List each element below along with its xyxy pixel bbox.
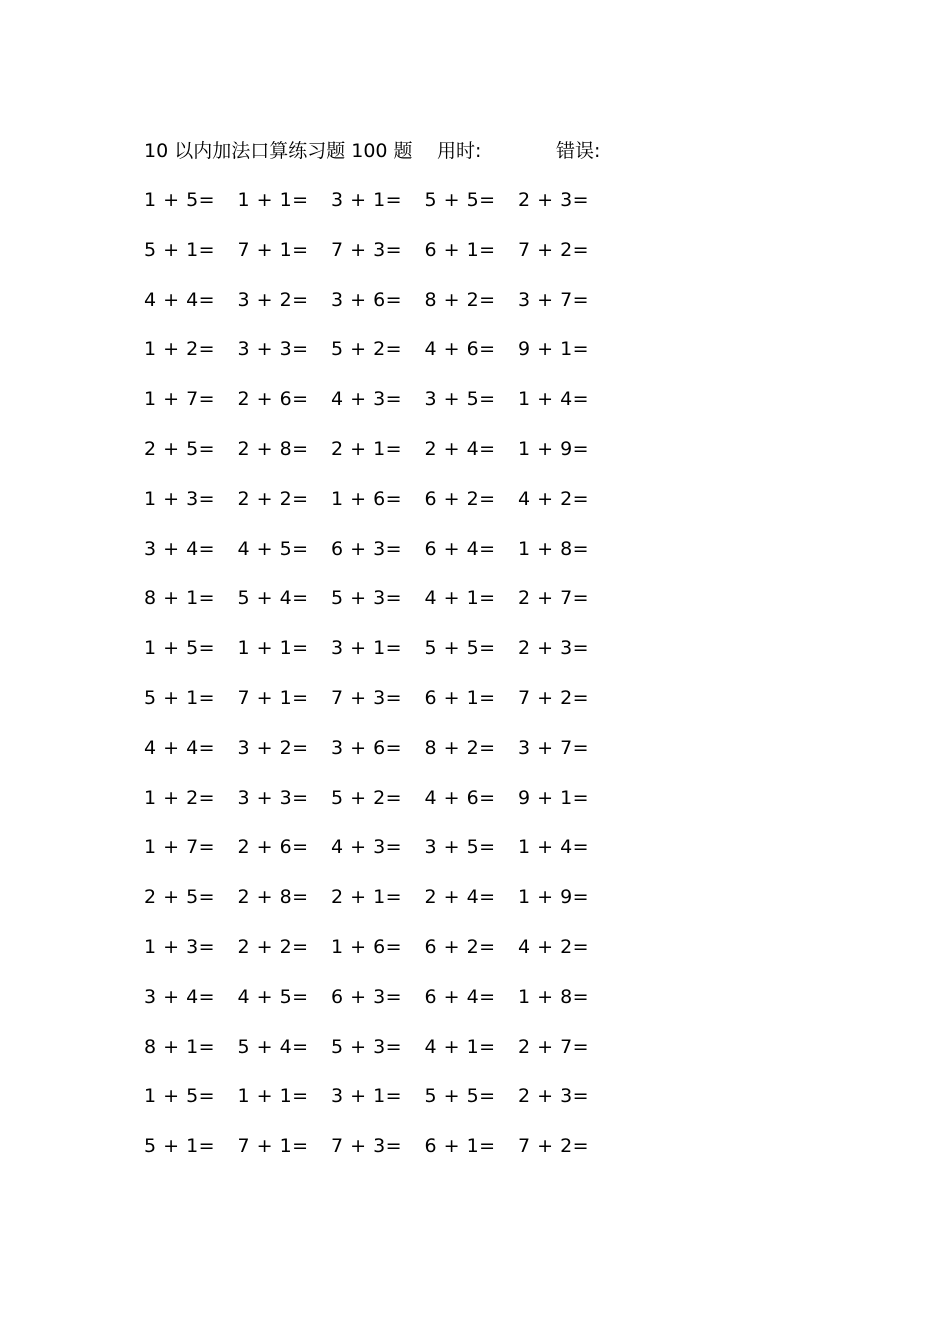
errors-label: 错误: [556,140,601,162]
problem-row [144,285,624,335]
problem-cell: 2 + 5= [144,437,216,460]
problem-cell: 5 + 1= [144,686,216,709]
problem-cell: 3 + 2= [237,288,309,311]
problem-cell: 1 + 2= [144,338,216,361]
problem-cell: 3 + 6= [331,288,403,311]
problem-cell: 4 + 5= [237,985,309,1008]
problem-cell: 1 + 8= [518,985,590,1008]
problem-row [144,832,624,882]
problem-cell: 1 + 8= [518,537,590,560]
problem-cell: 1 + 9= [518,886,590,909]
problem-cell: 6 + 3= [331,537,403,560]
problem-cell: 5 + 2= [331,786,403,809]
problem-cell: 1 + 5= [144,189,216,211]
problem-cell: 2 + 4= [424,886,496,909]
problem-cell: 7 + 3= [331,686,403,709]
problem-cell: 3 + 4= [144,537,216,560]
problem-row [144,633,624,683]
problem-row [144,882,624,932]
problem-row [144,1032,624,1082]
problem-cell: 5 + 5= [424,637,496,660]
problem-cell: 6 + 1= [424,686,496,709]
problem-cell: 6 + 2= [424,935,496,958]
problem-cell: 4 + 6= [424,786,496,809]
problem-cell: 7 + 1= [237,686,309,709]
problem-cell: 5 + 5= [424,1085,496,1108]
problem-row [144,1081,624,1131]
problem-cell: 7 + 1= [237,1135,309,1158]
problem-cell: 1 + 3= [144,487,216,510]
problem-cell: 7 + 3= [331,238,403,261]
problem-cell: 5 + 2= [331,338,403,361]
problem-cell: 3 + 2= [237,736,309,759]
problem-cell: 1 + 9= [518,437,590,460]
problem-cell: 1 + 6= [331,487,403,510]
problem-cell: 4 + 2= [518,935,590,958]
problem-cell: 4 + 2= [518,487,590,510]
problem-cell: 5 + 4= [237,1035,309,1058]
problem-cell: 3 + 3= [237,338,309,361]
problem-cell: 2 + 2= [237,487,309,510]
problem-cell: 2 + 6= [237,388,309,411]
problem-cell: 2 + 6= [237,836,309,859]
problem-cell: 4 + 6= [424,338,496,361]
problem-cell: 4 + 3= [331,388,403,411]
problem-cell: 8 + 2= [424,736,496,759]
problem-cell: 6 + 2= [424,487,496,510]
problem-cell: 5 + 3= [331,587,403,610]
problem-row [144,484,624,534]
problem-cell: 1 + 5= [144,1085,216,1108]
problem-cell: 2 + 3= [518,189,590,211]
worksheet-header [144,136,744,166]
problem-cell: 5 + 1= [144,238,216,261]
problem-cell: 9 + 1= [518,338,590,361]
problem-cell: 6 + 1= [424,1135,496,1158]
problem-cell: 7 + 2= [518,238,590,261]
problem-cell: 4 + 1= [424,587,496,610]
problem-cell: 1 + 1= [237,1085,309,1108]
problem-row [144,235,624,285]
problem-cell: 1 + 3= [144,935,216,958]
problem-cell: 1 + 2= [144,786,216,809]
problem-cell: 1 + 1= [237,189,309,211]
problem-cell: 3 + 5= [424,388,496,411]
problem-cell: 3 + 5= [424,836,496,859]
problem-row [144,434,624,484]
problem-cell: 1 + 7= [144,388,216,411]
problem-cell: 2 + 3= [518,1085,590,1108]
problem-cell: 2 + 2= [237,935,309,958]
problem-row [144,733,624,783]
problem-row [144,185,624,235]
problem-row [144,932,624,982]
problem-row [144,683,624,733]
problem-cell: 1 + 4= [518,388,590,411]
problem-cell: 6 + 3= [331,985,403,1008]
problem-cell: 4 + 4= [144,288,216,311]
problem-cell: 2 + 8= [237,886,309,909]
problem-row [144,583,624,633]
problem-row [144,384,624,434]
worksheet-title: 10 以内加法口算练习题 100 题 [144,140,413,162]
problem-cell: 2 + 5= [144,886,216,909]
problem-cell: 8 + 2= [424,288,496,311]
problem-cell: 7 + 2= [518,1135,590,1158]
problem-cell: 4 + 3= [331,836,403,859]
problem-cell: 2 + 1= [331,437,403,460]
problem-row [144,982,624,1032]
problem-cell: 5 + 4= [237,587,309,610]
problem-cell: 2 + 7= [518,587,590,610]
problem-cell: 9 + 1= [518,786,590,809]
problem-cell: 3 + 1= [331,637,403,660]
problem-cell: 1 + 5= [144,637,216,660]
problem-cell: 6 + 1= [424,238,496,261]
problem-cell: 5 + 5= [424,189,496,211]
problem-cell: 1 + 1= [237,637,309,660]
problem-row [144,534,624,584]
problem-row [144,783,624,833]
problem-cell: 1 + 7= [144,836,216,859]
time-used-label: 用时: [437,140,482,162]
problem-cell: 3 + 7= [518,288,590,311]
problem-cell: 6 + 4= [424,985,496,1008]
problem-grid [144,185,624,1181]
problem-cell: 6 + 4= [424,537,496,560]
problem-cell: 3 + 7= [518,736,590,759]
problem-cell: 3 + 4= [144,985,216,1008]
problem-cell: 2 + 7= [518,1035,590,1058]
problem-row [144,1131,624,1181]
problem-cell: 2 + 4= [424,437,496,460]
problem-cell: 1 + 4= [518,836,590,859]
problem-cell: 2 + 8= [237,437,309,460]
problem-cell: 3 + 3= [237,786,309,809]
problem-cell: 3 + 1= [331,189,403,211]
problem-cell: 4 + 1= [424,1035,496,1058]
problem-row [144,334,624,384]
problem-cell: 8 + 1= [144,1035,216,1058]
problem-cell: 5 + 1= [144,1135,216,1158]
problem-cell: 4 + 5= [237,537,309,560]
problem-cell: 2 + 1= [331,886,403,909]
problem-cell: 3 + 1= [331,1085,403,1108]
problem-cell: 7 + 2= [518,686,590,709]
problem-cell: 3 + 6= [331,736,403,759]
problem-cell: 2 + 3= [518,637,590,660]
problem-cell: 4 + 4= [144,736,216,759]
problem-cell: 8 + 1= [144,587,216,610]
problem-cell: 7 + 1= [237,238,309,261]
problem-cell: 1 + 6= [331,935,403,958]
problem-cell: 7 + 3= [331,1135,403,1158]
problem-cell: 5 + 3= [331,1035,403,1058]
